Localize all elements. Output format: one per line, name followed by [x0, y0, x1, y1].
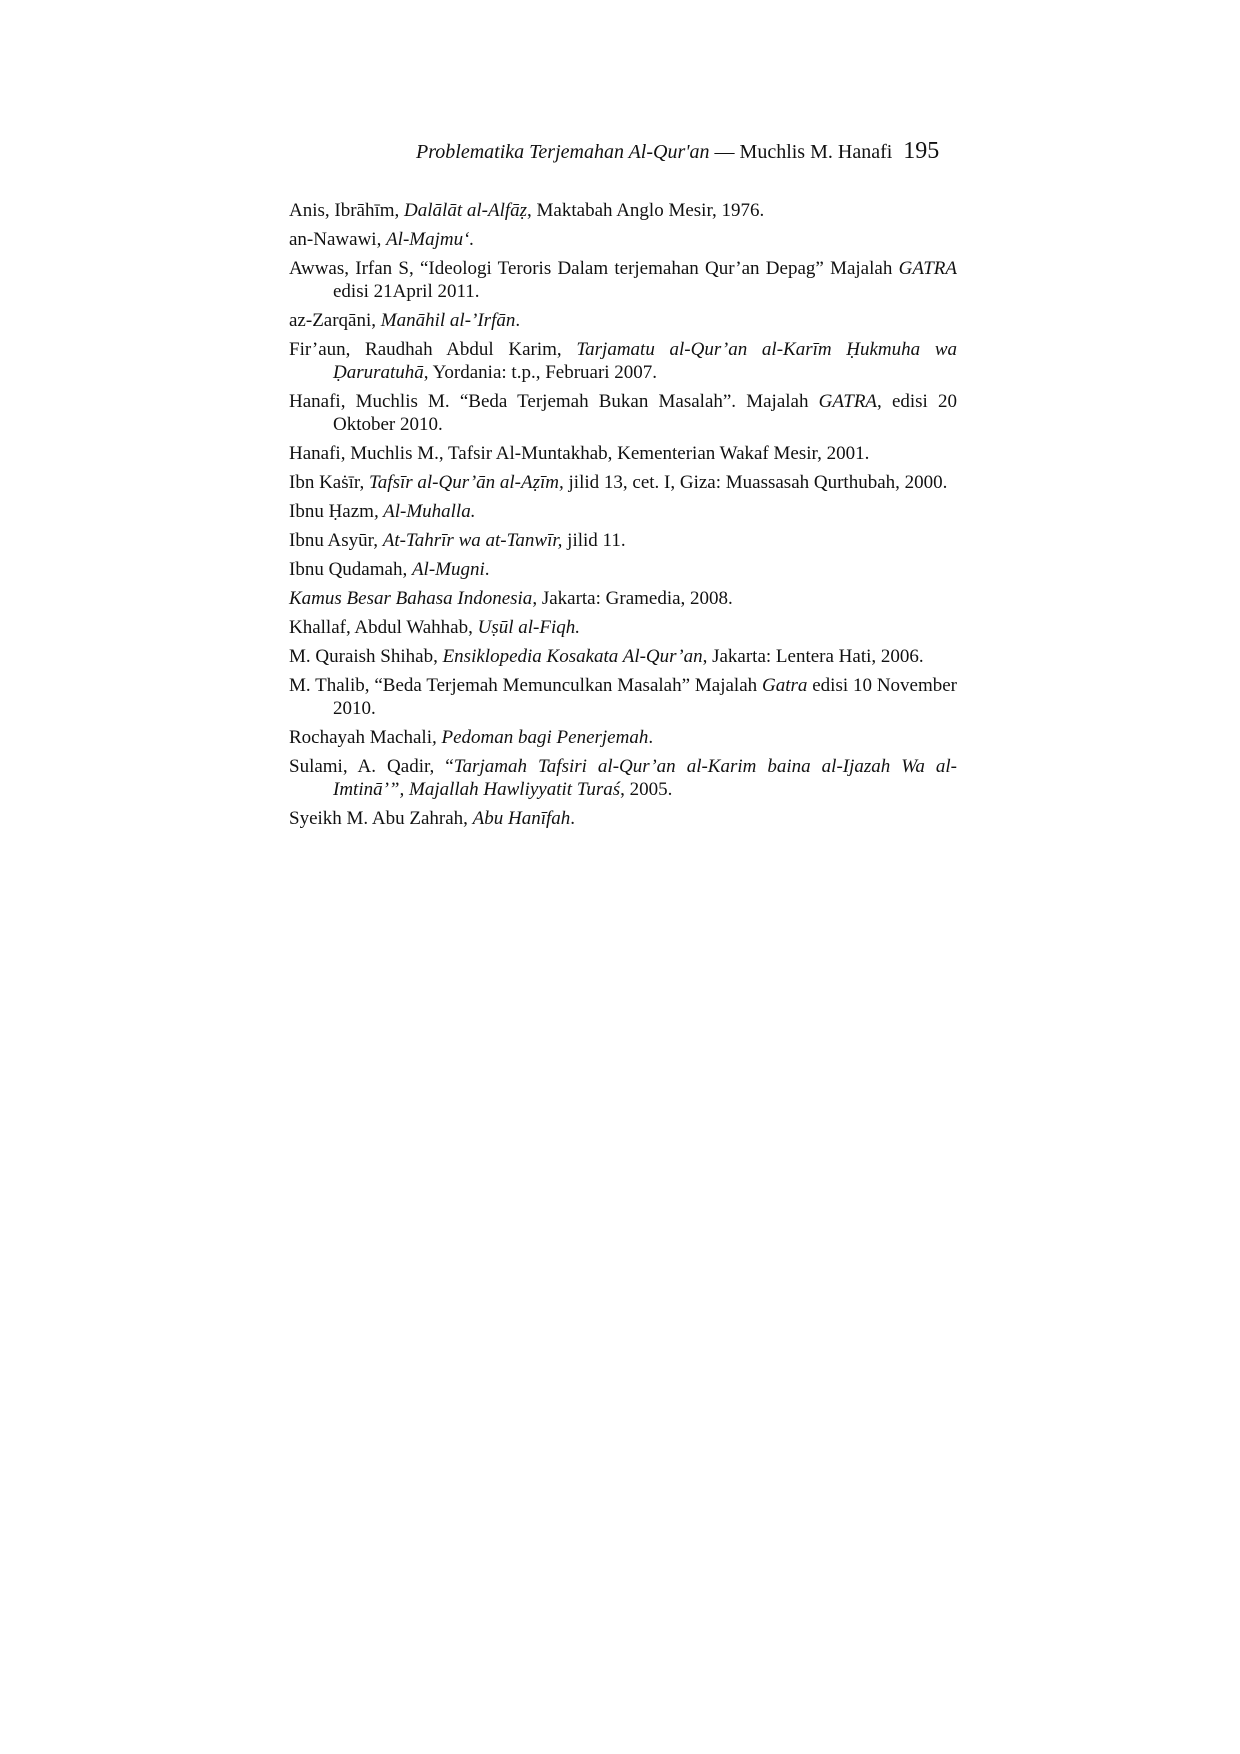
- bibliography-entry: [289, 442, 957, 465]
- bibliography-entry: [289, 500, 957, 523]
- entry-italic-text: Abu Hanīfah: [472, 808, 571, 829]
- entry-text: Awwas, Irfan S, “Ideologi Teroris Dalam terjemahan Qur’an Depag” Majalah: [289, 258, 899, 279]
- entry-text: .: [648, 727, 654, 748]
- entry-text: Sulami, A. Qadir, “: [289, 756, 454, 777]
- entry-italic-text: Kamus Besar Bahasa Indonesia: [289, 588, 533, 609]
- entry-text: jilid 13, cet. I, Giza: Muassasah Qurthubah, 2000.: [563, 472, 948, 493]
- entry-text: Ibnu Asyūr,: [289, 530, 383, 551]
- entry-italic-text: Manāhil al-’Irfān: [380, 310, 516, 331]
- bibliography-entry: [289, 755, 957, 801]
- header-author: Muchlis M. Hanafi: [739, 141, 893, 163]
- entry-text: M. Thalib, “Beda Terjemah Memunculkan Masalah” Majalah: [289, 675, 762, 696]
- entry-text: jilid 11.: [562, 530, 626, 551]
- entry-text: Ibnu Ḥazm: [289, 501, 374, 522]
- entry-italic-text: Tafsīr al-Qur’ān al-Aẓīm,: [368, 472, 564, 493]
- bibliography-entry: [289, 338, 957, 384]
- entry-italic-text: Al-Majmu‘.: [386, 229, 475, 250]
- entry-text: , Jakarta: Gramedia, 2008.: [532, 588, 733, 609]
- entry-text: , 2005.: [620, 779, 673, 800]
- bibliography-entry: [289, 807, 957, 830]
- running-header: [416, 138, 956, 174]
- entry-text: M. Quraish Shihab,: [289, 646, 443, 667]
- entry-text: , Jakarta: Lentera Hati, 2006.: [702, 646, 924, 667]
- entry-italic-text: GATRA: [818, 391, 878, 412]
- entry-italic-text: Tarjamah Tafsiri al-Qur’an al-Karim baina al-Ijazah Wa al-Imtinā’”, Majallah Hawliyyatit Turaś: [333, 756, 957, 800]
- entry-text: Fir’aun, Raudhah Abdul Karim,: [289, 339, 577, 360]
- bibliography-entry: [289, 558, 957, 581]
- entry-text: Ibn Kaṡīr,: [289, 472, 369, 493]
- entry-italic-text: GATRA: [898, 258, 957, 279]
- bibliography-entry: [289, 390, 957, 436]
- entry-italic-text: , Al-Muhalla.: [373, 501, 476, 522]
- bibliography-entry: [289, 471, 957, 494]
- entry-text: edisi 10 November 2010.: [333, 675, 958, 719]
- page-number: 195: [903, 138, 940, 164]
- bibliography-entry: [289, 309, 957, 332]
- entry-text: Rochayah Machali: [289, 727, 432, 748]
- entry-italic-text: Tarjamatu al-Qur’an al-Karīm Ḥukmuha wa Ḍaruratuhā: [333, 339, 957, 383]
- bibliography-entry: [289, 199, 957, 222]
- bibliography-entry: [289, 257, 957, 303]
- entry-text: .: [515, 310, 521, 331]
- entry-text: az-Zarqāni,: [289, 310, 381, 331]
- entry-italic-text: Al-Mugni: [411, 559, 485, 580]
- entry-text: Syeikh M. Abu Zahrah,: [289, 808, 473, 829]
- bibliography-entry: [289, 726, 957, 749]
- entry-text: , Maktabah Anglo Mesir, 1976.: [527, 200, 765, 221]
- journal-title: Problematika Terjemahan Al-Qur'an: [416, 141, 710, 163]
- entry-text: an-Nawawi,: [289, 229, 387, 250]
- entry-text: .: [484, 559, 490, 580]
- entry-text: Hanafi, Muchlis M. “Beda Terjemah Bukan Masalah”. Majalah: [289, 391, 819, 412]
- entry-text: , edisi 20 Oktober 2010.: [333, 391, 957, 435]
- entry-italic-text: At-Tahrīr wa at-Tanwīr,: [382, 530, 563, 551]
- entry-italic-text: Dalālāt al-Alfāẓ: [404, 200, 528, 221]
- entry-italic-text: Gatra: [761, 675, 808, 696]
- entry-italic-text: , Pedoman bagi Penerjemah: [431, 727, 649, 748]
- bibliography-entry: [289, 645, 957, 668]
- entry-text: edisi 21April 2011.: [333, 281, 480, 302]
- bibliography-entry: [289, 616, 957, 639]
- bibliography-entry: [289, 587, 957, 610]
- bibliography-entry: [289, 674, 957, 720]
- entry-text: , Yordania: t.p., Februari 2007.: [423, 362, 658, 383]
- entry-text: Hanafi, Muchlis M., Tafsir Al-Muntakhab, Kementerian Wakaf Mesir, 2001.: [289, 443, 870, 464]
- entry-text: Anis, Ibrāhīm,: [289, 200, 405, 221]
- bibliography-entry: [289, 228, 957, 251]
- header-dash: —: [714, 141, 735, 163]
- entry-text: Ibnu Qudamah,: [289, 559, 412, 580]
- bibliography-entry: [289, 529, 957, 552]
- bibliography-list: [289, 199, 957, 836]
- entry-italic-text: Uṣūl al-Fiqh.: [477, 617, 580, 638]
- entry-text: Khallaf, Abdul Wahhab,: [289, 617, 478, 638]
- entry-italic-text: Ensiklopedia Kosakata Al-Qur’an: [442, 646, 703, 667]
- entry-text: .: [570, 808, 576, 829]
